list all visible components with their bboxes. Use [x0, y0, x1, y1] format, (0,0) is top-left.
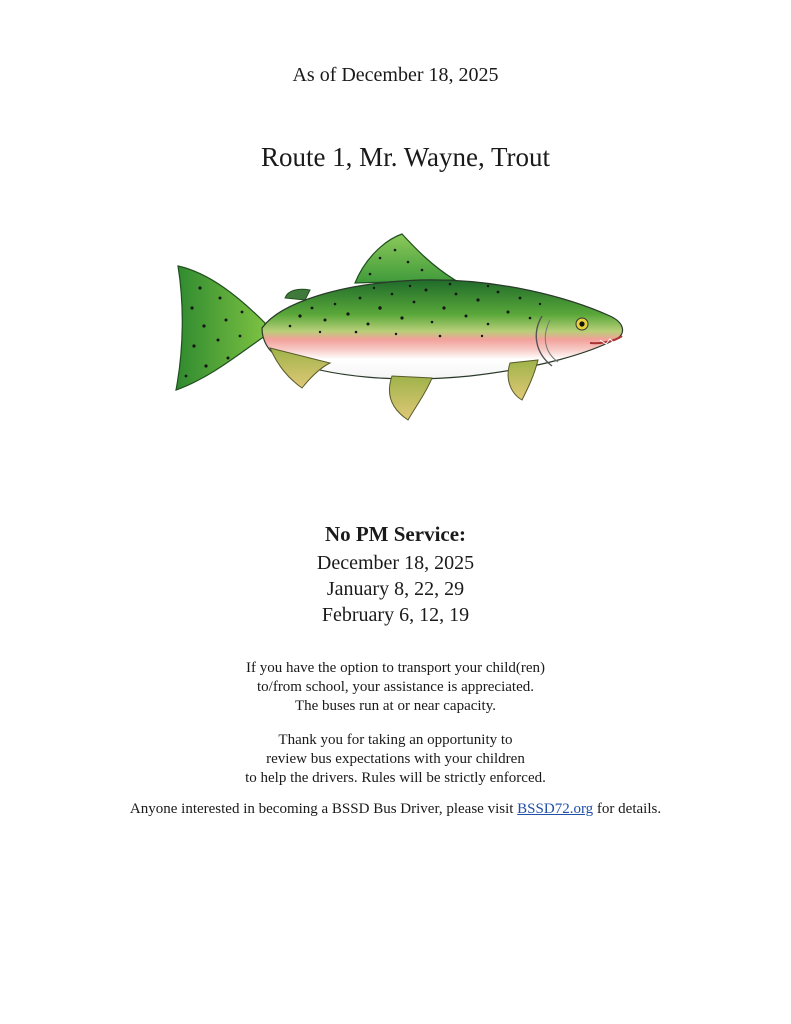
- recruitment-text: Anyone interested in becoming a BSSD Bus Driver, please visit: [129, 801, 518, 817]
- tail-fin: [176, 266, 265, 390]
- as-of-date: As of December 18, 2025: [292, 64, 499, 86]
- notice-line: review bus expectations with your children: [266, 751, 525, 767]
- service-date: January 8, 22, 29: [326, 578, 465, 600]
- expectations-notice: [0, 731, 791, 788]
- service-date: February 6, 12, 19: [321, 604, 470, 626]
- notice-line: to/from school, your assistance is appreciated.: [256, 679, 534, 695]
- dorsal-fin: [355, 234, 455, 283]
- bus-driver-recruitment: [0, 801, 791, 818]
- service-date: December 18, 2025: [316, 552, 475, 574]
- recruitment-text-end: for details.: [593, 801, 662, 817]
- route-title: Route 1, Mr. Wayne, Trout: [260, 142, 551, 172]
- no-pm-service-dates: [0, 550, 791, 628]
- no-pm-service-heading: No PM Service:: [324, 522, 467, 546]
- bssd72-link[interactable]: BSSD72.org: [517, 801, 594, 817]
- notice-line: to help the drivers. Rules will be strictly enforced.: [245, 770, 546, 786]
- transport-notice: [0, 659, 791, 716]
- pelvic-fin: [389, 376, 432, 420]
- notice-line: The buses run at or near capacity.: [294, 698, 497, 714]
- notice-line: Thank you for taking an opportunity to: [278, 732, 513, 748]
- pectoral-fin: [508, 360, 538, 400]
- trout-illustration: [170, 228, 630, 423]
- notice-line: If you have the option to transport your child(ren): [245, 660, 546, 676]
